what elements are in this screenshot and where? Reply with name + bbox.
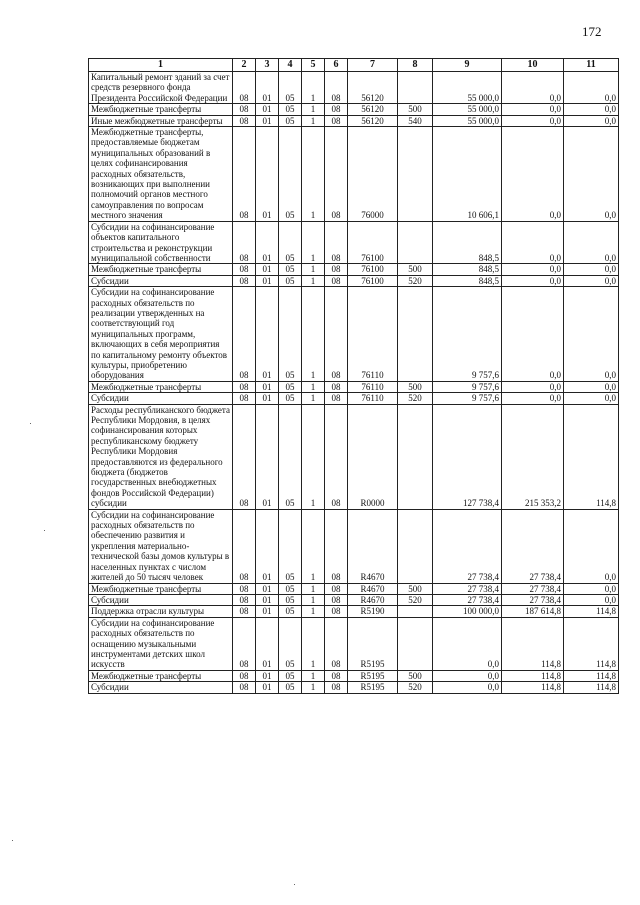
table-row <box>89 606 619 617</box>
code-cell: 01 <box>256 115 279 126</box>
row-name-cell: Межбюджетные трансферты <box>89 583 233 594</box>
table-row <box>89 404 619 509</box>
amount-cell: 55 000,0 <box>433 72 502 104</box>
code-cell: 56120 <box>348 104 398 115</box>
amount-cell: 55 000,0 <box>433 115 502 126</box>
code-cell: 08 <box>325 606 348 617</box>
code-cell <box>398 617 433 670</box>
code-cell: 1 <box>302 127 325 222</box>
table-row <box>89 264 619 275</box>
column-header: 7 <box>348 59 398 72</box>
code-cell: 01 <box>256 606 279 617</box>
code-cell: 08 <box>233 404 256 509</box>
amount-cell: 127 738,4 <box>433 404 502 509</box>
row-name-cell: Иные межбюджетные трансферты <box>89 115 233 126</box>
amount-cell: 114,8 <box>564 606 619 617</box>
code-cell: R4670 <box>348 509 398 583</box>
scan-speck <box>30 423 31 424</box>
code-cell: 1 <box>302 72 325 104</box>
code-cell: 05 <box>279 404 302 509</box>
code-cell: 08 <box>233 583 256 594</box>
code-cell: 05 <box>279 264 302 275</box>
code-cell: 520 <box>398 393 433 404</box>
code-cell: 01 <box>256 594 279 605</box>
code-cell: 05 <box>279 275 302 286</box>
code-cell: 1 <box>302 275 325 286</box>
code-cell: 08 <box>325 583 348 594</box>
amount-cell: 0,0 <box>502 221 564 264</box>
amount-cell: 114,8 <box>502 682 564 693</box>
code-cell: 01 <box>256 287 279 382</box>
table-row <box>89 594 619 605</box>
code-cell: 05 <box>279 509 302 583</box>
amount-cell: 0,0 <box>564 393 619 404</box>
code-cell: 08 <box>325 127 348 222</box>
amount-cell: 114,8 <box>502 670 564 681</box>
code-cell: R5195 <box>348 682 398 693</box>
amount-cell: 27 738,4 <box>502 583 564 594</box>
code-cell: 01 <box>256 221 279 264</box>
column-header: 6 <box>325 59 348 72</box>
code-cell: 56120 <box>348 115 398 126</box>
code-cell: 76100 <box>348 264 398 275</box>
code-cell: 08 <box>325 670 348 681</box>
table-row <box>89 381 619 392</box>
column-header: 5 <box>302 59 325 72</box>
code-cell: 05 <box>279 606 302 617</box>
code-cell: 01 <box>256 617 279 670</box>
code-cell: 01 <box>256 682 279 693</box>
amount-cell: 0,0 <box>564 287 619 382</box>
code-cell: 1 <box>302 682 325 693</box>
amount-cell: 0,0 <box>564 221 619 264</box>
column-header: 10 <box>502 59 564 72</box>
column-header: 8 <box>398 59 433 72</box>
row-name-cell: Межбюджетные трансферты <box>89 264 233 275</box>
table-row <box>89 393 619 404</box>
amount-cell: 0,0 <box>502 287 564 382</box>
table-row <box>89 682 619 693</box>
code-cell: 520 <box>398 682 433 693</box>
code-cell: 01 <box>256 104 279 115</box>
code-cell: 500 <box>398 381 433 392</box>
table-row <box>89 287 619 382</box>
code-cell: R0000 <box>348 404 398 509</box>
amount-cell: 10 606,1 <box>433 127 502 222</box>
amount-cell: 100 000,0 <box>433 606 502 617</box>
code-cell: 05 <box>279 287 302 382</box>
code-cell: 76110 <box>348 381 398 392</box>
table-row <box>89 127 619 222</box>
amount-cell: 187 614,8 <box>502 606 564 617</box>
code-cell: 1 <box>302 221 325 264</box>
row-name-cell: Субсидии на софинансирование объектов капитального строительства и реконструкции муниципальной собственности <box>89 221 233 264</box>
code-cell: 500 <box>398 264 433 275</box>
scan-speck <box>294 884 295 885</box>
table-row <box>89 115 619 126</box>
code-cell: 08 <box>325 381 348 392</box>
amount-cell: 0,0 <box>564 594 619 605</box>
code-cell: 08 <box>233 264 256 275</box>
code-cell <box>398 287 433 382</box>
code-cell: 05 <box>279 583 302 594</box>
code-cell: 76110 <box>348 393 398 404</box>
code-cell: 76100 <box>348 221 398 264</box>
amount-cell: 27 738,4 <box>433 583 502 594</box>
code-cell: 08 <box>325 72 348 104</box>
page-number: 172 <box>582 24 602 39</box>
amount-cell: 9 757,6 <box>433 393 502 404</box>
code-cell: 08 <box>325 594 348 605</box>
amount-cell: 0,0 <box>502 393 564 404</box>
code-cell: 08 <box>233 104 256 115</box>
code-cell: 01 <box>256 583 279 594</box>
code-cell: 1 <box>302 617 325 670</box>
code-cell: 520 <box>398 594 433 605</box>
amount-cell: 0,0 <box>564 381 619 392</box>
amount-cell: 55 000,0 <box>433 104 502 115</box>
header-row <box>89 59 619 72</box>
amount-cell: 848,5 <box>433 275 502 286</box>
table-row <box>89 275 619 286</box>
amount-cell: 27 738,4 <box>502 594 564 605</box>
code-cell: 01 <box>256 509 279 583</box>
code-cell: 08 <box>325 287 348 382</box>
amount-cell: 114,8 <box>564 682 619 693</box>
code-cell: 1 <box>302 594 325 605</box>
code-cell: 08 <box>325 682 348 693</box>
code-cell: 08 <box>233 275 256 286</box>
code-cell: 1 <box>302 393 325 404</box>
code-cell: 1 <box>302 287 325 382</box>
code-cell: 56120 <box>348 72 398 104</box>
code-cell: 05 <box>279 381 302 392</box>
code-cell: 01 <box>256 72 279 104</box>
code-cell <box>398 509 433 583</box>
code-cell: 08 <box>233 509 256 583</box>
amount-cell: 0,0 <box>502 264 564 275</box>
code-cell: 05 <box>279 127 302 222</box>
amount-cell: 848,5 <box>433 264 502 275</box>
table-row <box>89 670 619 681</box>
code-cell <box>398 221 433 264</box>
code-cell: 05 <box>279 670 302 681</box>
row-name-cell: Субсидии на софинансирование расходных обязательств по реализации утвержденных на соответствующий год муниципальных программ, включающих в себя мероприятия по капитальному ремонту объектов культуры, приобретению оборудования <box>89 287 233 382</box>
amount-cell: 0,0 <box>564 127 619 222</box>
row-name-cell: Межбюджетные трансферты, предоставляемые бюджетам муниципальных образований в целях софинансирования расходных обязательств, возникающих при выполнении полномочий органов местного самоуправления по вопросам местного значения <box>89 127 233 222</box>
column-header: 1 <box>89 59 233 72</box>
row-name-cell: Субсидии на софинансирование расходных обязательств по обеспечению развития и укрепления материально-технической базы домов культуры в населенных пунктах с числом жителей до 50 тысяч человек <box>89 509 233 583</box>
column-header: 11 <box>564 59 619 72</box>
code-cell: 1 <box>302 606 325 617</box>
code-cell: 08 <box>325 404 348 509</box>
code-cell: 08 <box>233 287 256 382</box>
code-cell: 08 <box>233 127 256 222</box>
scan-speck <box>44 530 45 531</box>
code-cell: 08 <box>233 115 256 126</box>
amount-cell: 0,0 <box>502 115 564 126</box>
code-cell: R4670 <box>348 583 398 594</box>
amount-cell: 0,0 <box>564 264 619 275</box>
code-cell: 08 <box>233 393 256 404</box>
amount-cell: 114,8 <box>564 404 619 509</box>
code-cell: 05 <box>279 115 302 126</box>
table-row <box>89 617 619 670</box>
code-cell: 05 <box>279 594 302 605</box>
code-cell: R4670 <box>348 594 398 605</box>
row-name-cell: Капитальный ремонт зданий за счет средств резервного фонда Президента Российской Федерации <box>89 72 233 104</box>
amount-cell: 114,8 <box>564 617 619 670</box>
amount-cell: 0,0 <box>564 104 619 115</box>
code-cell: 08 <box>233 617 256 670</box>
amount-cell: 0,0 <box>433 682 502 693</box>
code-cell: 08 <box>233 606 256 617</box>
code-cell: 540 <box>398 115 433 126</box>
row-name-cell: Субсидии <box>89 682 233 693</box>
budget-table <box>88 58 619 694</box>
amount-cell: 0,0 <box>502 72 564 104</box>
amount-cell: 0,0 <box>564 583 619 594</box>
amount-cell: 0,0 <box>502 127 564 222</box>
code-cell: 08 <box>233 682 256 693</box>
code-cell: 01 <box>256 127 279 222</box>
code-cell: 08 <box>325 104 348 115</box>
row-name-cell: Межбюджетные трансферты <box>89 104 233 115</box>
code-cell: 05 <box>279 104 302 115</box>
amount-cell: 27 738,4 <box>502 509 564 583</box>
code-cell: 01 <box>256 264 279 275</box>
code-cell: 08 <box>325 221 348 264</box>
code-cell: 500 <box>398 583 433 594</box>
code-cell: 08 <box>233 670 256 681</box>
amount-cell: 0,0 <box>502 275 564 286</box>
code-cell: R5195 <box>348 617 398 670</box>
code-cell <box>398 127 433 222</box>
code-cell: 1 <box>302 670 325 681</box>
code-cell: 08 <box>233 381 256 392</box>
code-cell: 76110 <box>348 287 398 382</box>
code-cell: 01 <box>256 393 279 404</box>
row-name-cell: Субсидии <box>89 393 233 404</box>
table-row <box>89 72 619 104</box>
code-cell: 08 <box>325 264 348 275</box>
code-cell: 05 <box>279 72 302 104</box>
code-cell: 08 <box>233 72 256 104</box>
code-cell: 08 <box>325 617 348 670</box>
amount-cell: 9 757,6 <box>433 381 502 392</box>
code-cell: 1 <box>302 104 325 115</box>
code-cell <box>398 606 433 617</box>
column-header: 2 <box>233 59 256 72</box>
code-cell: 05 <box>279 682 302 693</box>
code-cell <box>398 72 433 104</box>
code-cell: 08 <box>233 594 256 605</box>
row-name-cell: Расходы республиканского бюджета Республики Мордовия, в целях софинансирования которых республиканскому бюджету Республики Мордовия предоставляются из федерального бюджета (бюджетов государственных внебюджетных фондов Российской Федерации) субсидии <box>89 404 233 509</box>
row-name-cell: Субсидии на софинансирование расходных обязательств по оснащению музыкальными инструментами детских школ искусств <box>89 617 233 670</box>
amount-cell: 0,0 <box>433 670 502 681</box>
amount-cell: 0,0 <box>433 617 502 670</box>
code-cell: 500 <box>398 670 433 681</box>
amount-cell: 27 738,4 <box>433 509 502 583</box>
code-cell: 520 <box>398 275 433 286</box>
amount-cell: 0,0 <box>502 381 564 392</box>
amount-cell: 114,8 <box>564 670 619 681</box>
column-header: 9 <box>433 59 502 72</box>
row-name-cell: Субсидии <box>89 275 233 286</box>
code-cell: 76000 <box>348 127 398 222</box>
code-cell: 1 <box>302 404 325 509</box>
code-cell: 1 <box>302 264 325 275</box>
table-row <box>89 221 619 264</box>
amount-cell: 0,0 <box>564 275 619 286</box>
code-cell: 1 <box>302 115 325 126</box>
code-cell: 500 <box>398 104 433 115</box>
amount-cell: 114,8 <box>502 617 564 670</box>
code-cell: 1 <box>302 381 325 392</box>
code-cell: 08 <box>325 275 348 286</box>
code-cell: 08 <box>325 509 348 583</box>
code-cell: 1 <box>302 583 325 594</box>
column-header: 3 <box>256 59 279 72</box>
amount-cell: 27 738,4 <box>433 594 502 605</box>
row-name-cell: Межбюджетные трансферты <box>89 381 233 392</box>
row-name-cell: Субсидии <box>89 594 233 605</box>
table-row <box>89 104 619 115</box>
table-row <box>89 583 619 594</box>
row-name-cell: Межбюджетные трансферты <box>89 670 233 681</box>
amount-cell: 0,0 <box>502 104 564 115</box>
table-row <box>89 509 619 583</box>
code-cell: 76100 <box>348 275 398 286</box>
code-cell: 08 <box>325 393 348 404</box>
row-name-cell: Поддержка отрасли культуры <box>89 606 233 617</box>
amount-cell: 848,5 <box>433 221 502 264</box>
code-cell: 01 <box>256 275 279 286</box>
code-cell: 05 <box>279 617 302 670</box>
code-cell: R5195 <box>348 670 398 681</box>
code-cell: 01 <box>256 381 279 392</box>
code-cell: 08 <box>325 115 348 126</box>
code-cell: R5190 <box>348 606 398 617</box>
code-cell: 01 <box>256 404 279 509</box>
code-cell: 08 <box>233 221 256 264</box>
amount-cell: 0,0 <box>564 115 619 126</box>
scan-speck <box>12 840 13 841</box>
code-cell: 1 <box>302 509 325 583</box>
amount-cell: 215 353,2 <box>502 404 564 509</box>
code-cell: 05 <box>279 221 302 264</box>
amount-cell: 9 757,6 <box>433 287 502 382</box>
code-cell: 05 <box>279 393 302 404</box>
amount-cell: 0,0 <box>564 72 619 104</box>
amount-cell: 0,0 <box>564 509 619 583</box>
code-cell <box>398 404 433 509</box>
code-cell: 01 <box>256 670 279 681</box>
column-header: 4 <box>279 59 302 72</box>
